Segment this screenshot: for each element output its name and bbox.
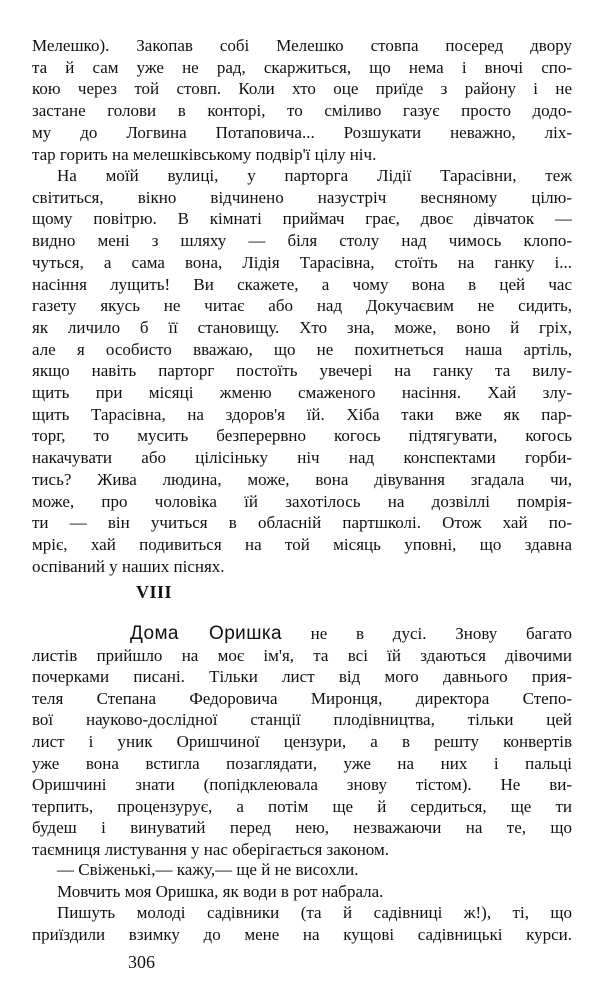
text-line: щому повітрю. В кімнаті приймач грає, двоє дівчаток —: [32, 209, 572, 229]
text-line: таємниця листування у нас оберігається законом.: [32, 840, 389, 859]
text-line: мріє, хай подивиться на той місяць уповні, що здавна: [32, 534, 572, 554]
text-line: тись? Жива людина, може, вона дівування згадала чи,: [32, 469, 572, 489]
text-line: Пишуть молоді садівники (та й садівниці ж!), ті, що: [57, 903, 572, 922]
text-line: торг, то мусить безперервно когось підтягувати, когось: [32, 426, 572, 446]
page-number: 306: [128, 952, 155, 972]
text-line: лист і уник Оришчиної цензури, а в решту конвертів: [32, 732, 572, 751]
dialogue-line: Мовчить моя Оришка, як води в рот набрала.: [57, 881, 384, 901]
text-line: му до Логвина Потаповича... Розшукати неважно, ліх-: [32, 122, 572, 142]
text-line: [130, 623, 572, 644]
text-line: будеш і винуватий перед нею, незважаючи на те, що: [32, 818, 572, 838]
text-line: терпить, процензурує, а потім ще й сердиться, ще ти: [32, 796, 572, 816]
text-line: тар горить на мелешківському подвір'ї цілу ніч.: [32, 144, 377, 164]
chapter-lead-words: Дома Оришка: [130, 623, 282, 644]
text-line: щить при місяці жменю смаженого насіння. Хай злу-: [32, 383, 572, 402]
text-line: теля Степана Федоровича Миронця, директора Степо-: [32, 688, 572, 708]
text-line: якщо навіть парторг постоїть увечері на ганку та вилу-: [32, 361, 572, 381]
text-line: насіння лущить! Ви скажете, а чому вона в цей час: [32, 274, 572, 294]
text-line: як личило б її становищу. Хто зна, може, воно й гріх,: [32, 317, 572, 337]
text-line: ти — він учиться в обласній партшколі. Отож хай по-: [32, 513, 572, 533]
text-line: світиться, вікно відчинено назустріч весняному цілю-: [32, 187, 572, 207]
text-line: видно мені з шляху — біля столу над чимось клопо-: [32, 231, 572, 251]
text-line: оспіваний у наших піснях.: [32, 556, 225, 576]
dialogue-line: — Свіженькі,— кажу,— ще й не висохли.: [57, 860, 359, 879]
text-line: накачувати або цілісіньку ніч над конспектами горби-: [32, 448, 572, 468]
text-line: листів прийшло на моє ім'я, та всі їй здаються дівочими: [32, 645, 572, 665]
text-line: кою через той стовп. Коли хто оце приїде з району і не: [32, 79, 572, 99]
text-line: газету якусь не читає або над Докучаєвим не сидить,: [32, 296, 572, 316]
chapter-heading: VIII: [136, 582, 173, 602]
text-line: але я особисто вважаю, що не похитнеться наша артіль,: [32, 339, 572, 359]
text-line: може, про чоловіка їй захотілось на дозвіллі помрія-: [32, 491, 572, 511]
text-line: та й сам уже не рад, скаржиться, що нема і вночі спо-: [32, 57, 572, 77]
text-line: приїздили взимку до мене на кущові садівницькі курси.: [32, 924, 572, 944]
text-line: вої науково-дослідної станції плодівництва, тільки цей: [32, 710, 572, 730]
text-line: Оришчині знати (попідклеювала знову тістом). Не ви-: [32, 775, 572, 795]
text-line: Мелешко). Закопав собі Мелешко стовпа посеред двору: [32, 36, 572, 55]
text-line: щить Тарасівна, на здоров'я їй. Хіба таки вже як пар-: [32, 404, 572, 424]
text-line: почерками писані. Тільки лист від мого давнього прия-: [32, 667, 572, 687]
text-line: чуться, а сама вона, Лідія Тарасівна, стоїть на ганку і...: [32, 252, 572, 272]
text-line: уже вона встигла позаглядати, уже на них і пальці: [32, 753, 572, 773]
text-line: застане голови в конторі, то сміливо газує просто додо-: [32, 101, 572, 121]
text-line: На моїй вулиці, у парторга Лідії Тарасівни, теж: [57, 166, 572, 185]
first-line-rest: не в дусі. Знову багато: [281, 624, 572, 643]
